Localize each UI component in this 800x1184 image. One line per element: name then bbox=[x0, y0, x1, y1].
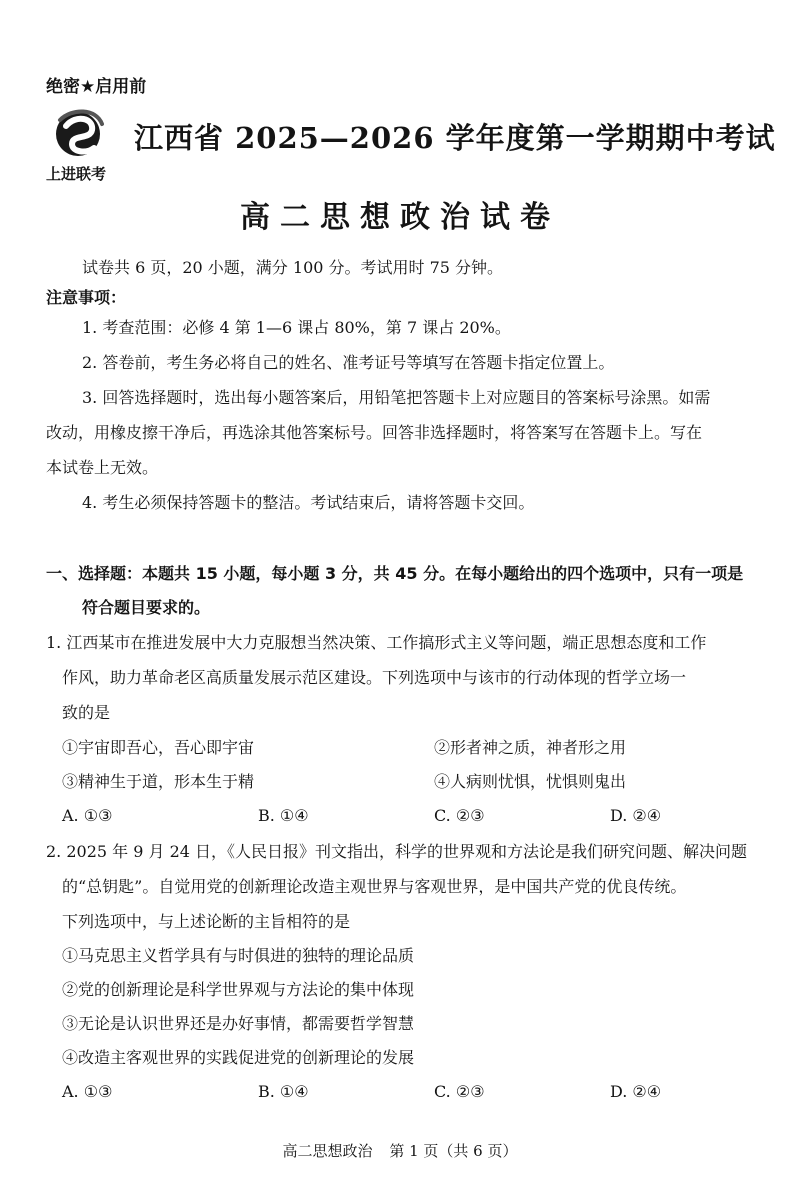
page-footer bbox=[0, 1140, 800, 1161]
question-1-item: ①宇宙即吾心，吾心即宇宙 bbox=[62, 738, 255, 757]
question-1-choice-c: C. ②③ bbox=[434, 806, 485, 825]
question-1-item: ③精神生于道，形本生于精 bbox=[62, 772, 255, 791]
notice-heading: 注意事项： bbox=[46, 288, 127, 307]
notice-line: 本试卷上无效。 bbox=[46, 458, 159, 477]
question-1-choice-b: B. ①④ bbox=[258, 806, 309, 825]
question-2-item: ④改造主客观世界的实践促进党的创新理论的发展 bbox=[62, 1048, 415, 1067]
question-1-stem: 致的是 bbox=[62, 703, 111, 722]
exam-subtitle: 高二思想政治试卷 bbox=[240, 200, 560, 235]
footer-subject: 高二思想政治 bbox=[282, 1142, 373, 1160]
question-2-choice-d: D. ②④ bbox=[610, 1082, 662, 1101]
question-1-stem: 1. 江西某市在推进发展中大力克服想当然决策、工作搞形式主义等问题，端正思想态度和工作 bbox=[46, 633, 707, 652]
notice-line: 2. 答卷前，考生务必将自己的姓名、准考证号等填写在答题卡指定位置上。 bbox=[82, 353, 615, 372]
question-2-choice-a: A. ①③ bbox=[62, 1082, 113, 1101]
question-2-stem: 下列选项中，与上述论断的主旨相符的是 bbox=[62, 912, 351, 931]
intro-text: 试卷共 6 页，20 小题，满分 100 分。考试用时 75 分钟。 bbox=[82, 258, 504, 277]
question-2-item: ①马克思主义哲学具有与时俱进的独特的理论品质 bbox=[62, 946, 415, 965]
question-1-choice-a: A. ①③ bbox=[62, 806, 113, 825]
question-2-item: ③无论是认识世界还是办好事情，都需要哲学智慧 bbox=[62, 1014, 415, 1033]
section-heading-cont: 符合题目要求的。 bbox=[82, 598, 211, 617]
question-2-item: ②党的创新理论是科学世界观与方法论的集中体现 bbox=[62, 980, 415, 999]
question-1-stem: 作风，助力革命老区高质量发展示范区建设。下列选项中与该市的行动体现的哲学立场一 bbox=[62, 668, 687, 687]
logo-text: 上进联考 bbox=[46, 165, 107, 183]
question-1-item: ④人病则忧惧，忧惧则鬼出 bbox=[434, 772, 627, 791]
exam-title: 江西省 2025—2026 学年度第一学期期中考试 bbox=[134, 121, 776, 155]
secret-mark: 绝密★启用前 bbox=[46, 77, 147, 97]
notice-line: 4. 考生必须保持答题卡的整洁。考试结束后，请将答题卡交回。 bbox=[82, 493, 535, 512]
question-2-stem: 的“总钥匙”。自觉用党的创新理论改造主观世界与客观世界，是中国共产党的优良传统。 bbox=[62, 877, 687, 896]
notice-line: 3. 回答选择题时，选出每小题答案后，用铅笔把答题卡上对应题目的答案标号涂黑。如需 bbox=[82, 388, 711, 407]
footer-page-number: 第 1 页（共 6 页） bbox=[389, 1142, 518, 1160]
question-2-stem: 2. 2025 年 9 月 24 日，《人民日报》刊文指出，科学的世界观和方法论是我们研究问题、解决问题 bbox=[46, 842, 748, 861]
question-1-choice-d: D. ②④ bbox=[610, 806, 662, 825]
question-1-item: ②形者神之质，神者形之用 bbox=[434, 738, 627, 757]
notice-line: 1. 考查范围：必修 4 第 1—6 课占 80%，第 7 课占 20%。 bbox=[82, 318, 511, 337]
question-2-choice-c: C. ②③ bbox=[434, 1082, 485, 1101]
notice-line: 改动，用橡皮擦干净后，再选涂其他答案标号。回答非选择题时，将答案写在答题卡上。写在 bbox=[46, 423, 703, 442]
question-2-choice-b: B. ①④ bbox=[258, 1082, 309, 1101]
section-heading: 一、选择题：本题共 15 小题，每小题 3 分，共 45 分。在每小题给出的四个选项中，只有一项是 bbox=[46, 564, 744, 583]
